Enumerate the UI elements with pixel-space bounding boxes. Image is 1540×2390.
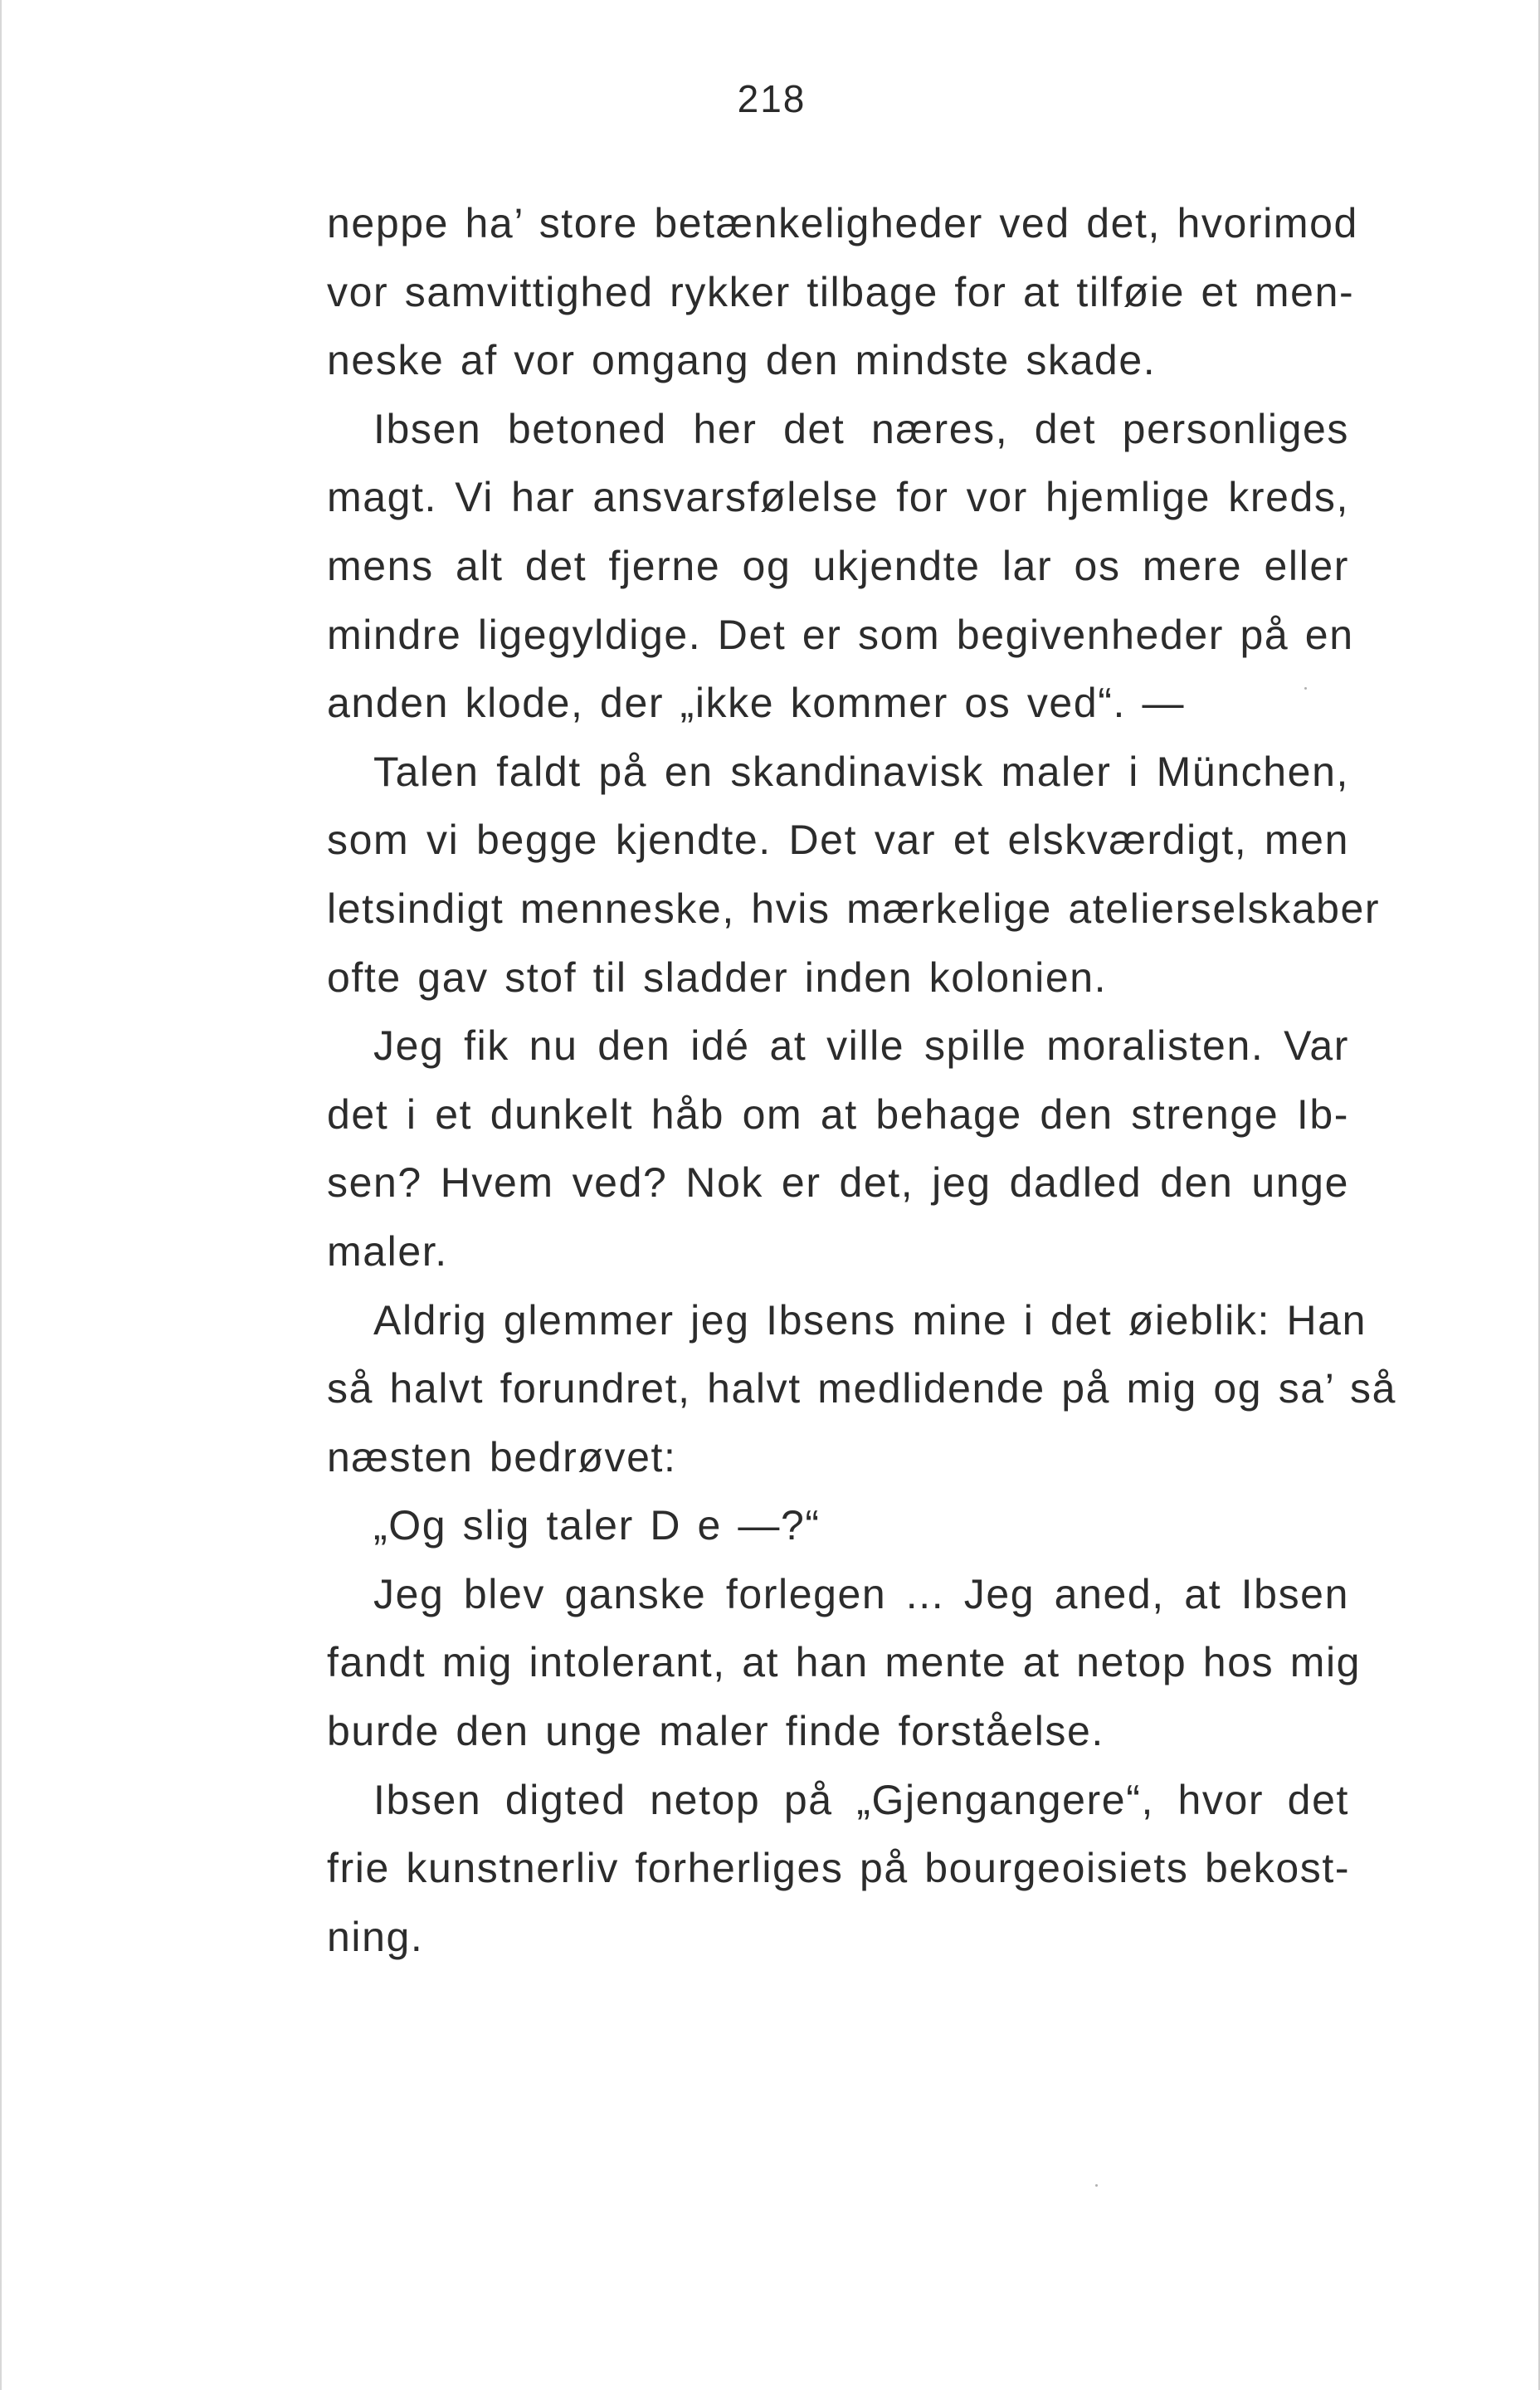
body-text [327,189,1397,1971]
text-line: neppe ha’ store betænkeligheder ved det, hvorimod [327,200,1358,246]
text-line: Jeg blev ganske forlegen ... Jeg aned, at Ibsen [373,1570,1349,1617]
text-line: burde den unge maler finde forståelse. [327,1708,1104,1755]
text-line: Jeg fik nu den idé at ville spille moralisten. Var [373,1022,1349,1070]
text-line: frie kunstnerliv forherliges på bourgeoisiets bekost- [327,1845,1351,1892]
text-line: letsindigt menneske, hvis mærkelige atelierselskaber [327,885,1381,932]
text-line: det i et dunkelt håb om at behage den strenge Ib- [327,1090,1349,1138]
text-line: mens alt det fjerne og ukjendte lar os mere eller [327,542,1349,589]
scan-speck [1095,2184,1098,2187]
text-line: magt. Vi har ansvarsfølelse for vor hjemlige kreds, [327,474,1349,521]
text-line: ofte gav stof til sladder inden kolonien. [327,954,1108,1001]
text-line: så halvt forundret, halvt medlidende på mig og sa’ så [327,1365,1397,1412]
text-line: Talen faldt på en skandinavisk maler i München, [373,748,1349,795]
text-line: Ibsen digted netop på „Gjengangere“, hvor det [373,1776,1349,1823]
text-line: „Og slig taler D e —?“ [373,1502,821,1549]
text-line: som vi begge kjendte. Det var et elskværdigt, men [327,817,1349,864]
text-line: vor samvittighed rykker tilbage for at tilføie et men- [327,268,1355,315]
text-line: sen? Hvem ved? Nok er det, jeg dadled den unge [327,1159,1349,1207]
text-line: Ibsen betoned her det næres, det personliges [373,405,1349,452]
text-line: neske af vor omgang den mindste skade. [327,337,1157,384]
page-number: 218 [737,77,807,120]
text-line: næsten bedrøvet: [327,1433,677,1480]
text-line: fandt mig intolerant, at han mente at netop hos mig [327,1639,1362,1686]
text-line: ning. [327,1913,424,1960]
text-line: Aldrig glemmer jeg Ibsens mine i det øieblik: Han [373,1296,1367,1344]
text-line: anden klode, der „ikke kommer os ved“. — [327,680,1186,727]
scan-speck [1304,687,1307,690]
text-line: maler. [327,1227,448,1275]
text-line: mindre ligegyldige. Det er som begivenheder på en [327,611,1354,658]
